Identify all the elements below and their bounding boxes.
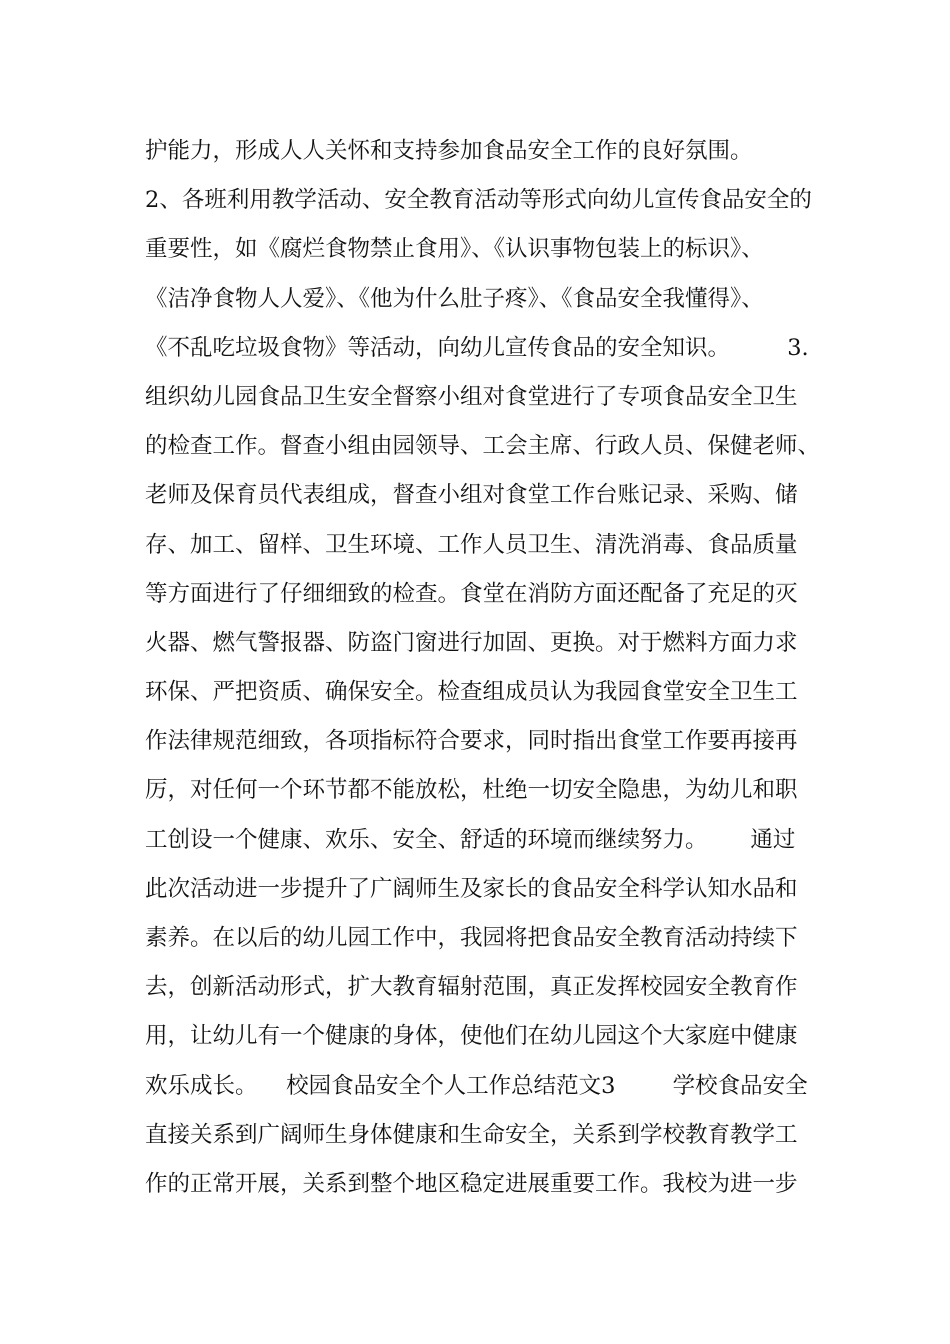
text-line: 的检查工作。督查小组由园领导、工会主席、行政人员、保健老师、 — [145, 433, 821, 460]
text-line: 存、加工、留样、卫生环境、工作人员卫生、清洗消毒、食品质量 — [145, 531, 798, 558]
text-line: 用，让幼儿有一个健康的身体，使他们在幼儿园这个大家庭中健康 — [145, 1023, 798, 1050]
text-line: 欢乐成长。 校园食品安全个人工作总结范文3 学校食品安全 — [145, 1072, 808, 1099]
text-line: 去，创新活动形式，扩大教育辐射范围，真正发挥校园安全教育作 — [145, 974, 798, 1001]
text-line: 此次活动进一步提升了广阔师生及家长的食品安全科学认知水品和 — [145, 875, 798, 902]
text-line: 2、各班利用教学活动、安全教育活动等形式向幼儿宣传食品安全的 — [145, 187, 812, 214]
text-line: 老师及保育员代表组成，督查小组对食堂工作台账记录、采购、储 — [145, 482, 798, 509]
text-line: 作法律规范细致，各项指标符合要求，同时指出食堂工作要再接再 — [145, 728, 798, 755]
text-line: 素养。在以后的幼儿园工作中，我园将把食品安全教育活动持续下 — [145, 925, 798, 951]
text-line: 等方面进行了仔细细致的检查。食堂在消防方面还配备了充足的灭 — [145, 580, 798, 607]
text-line: 《洁净食物人人爱》、《他为什么肚子疼》、《食品安全我懂得》、 — [145, 285, 764, 312]
text-line: 组织幼儿园食品卫生安全督察小组对食堂进行了专项食品安全卫生 — [145, 383, 798, 410]
text-line: 护能力，形成人人关怀和支持参加食品安全工作的良好氛围。 — [145, 138, 753, 164]
text-line: 直接关系到广阔师生身体健康和生命安全，关系到学校教育教学工 — [145, 1121, 798, 1148]
text-line: 工创设一个健康、欢乐、安全、舒适的环境而继续努力。 通过 — [145, 826, 796, 853]
text-line: 火器、燃气警报器、防盗门窗进行加固、更换。对于燃料方面力求 — [145, 629, 798, 656]
text-line: 环保、严把资质、确保安全。检查组成员认为我园食堂安全卫生工 — [145, 679, 798, 706]
text-line: 《不乱吃垃圾食物》等活动，向幼儿宣传食品的安全知识。 3. — [145, 334, 809, 361]
text-line: 厉，对任何一个环节都不能放松，杜绝一切安全隐患，为幼儿和职 — [145, 777, 798, 804]
text-line: 作的正常开展，关系到整个地区稳定进展重要工作。我校为进一步 — [145, 1170, 798, 1197]
body-text — [145, 127, 825, 1209]
text-line: 重要性，如《腐烂食物禁止食用》、《认识事物包装上的标识》、 — [145, 236, 764, 263]
